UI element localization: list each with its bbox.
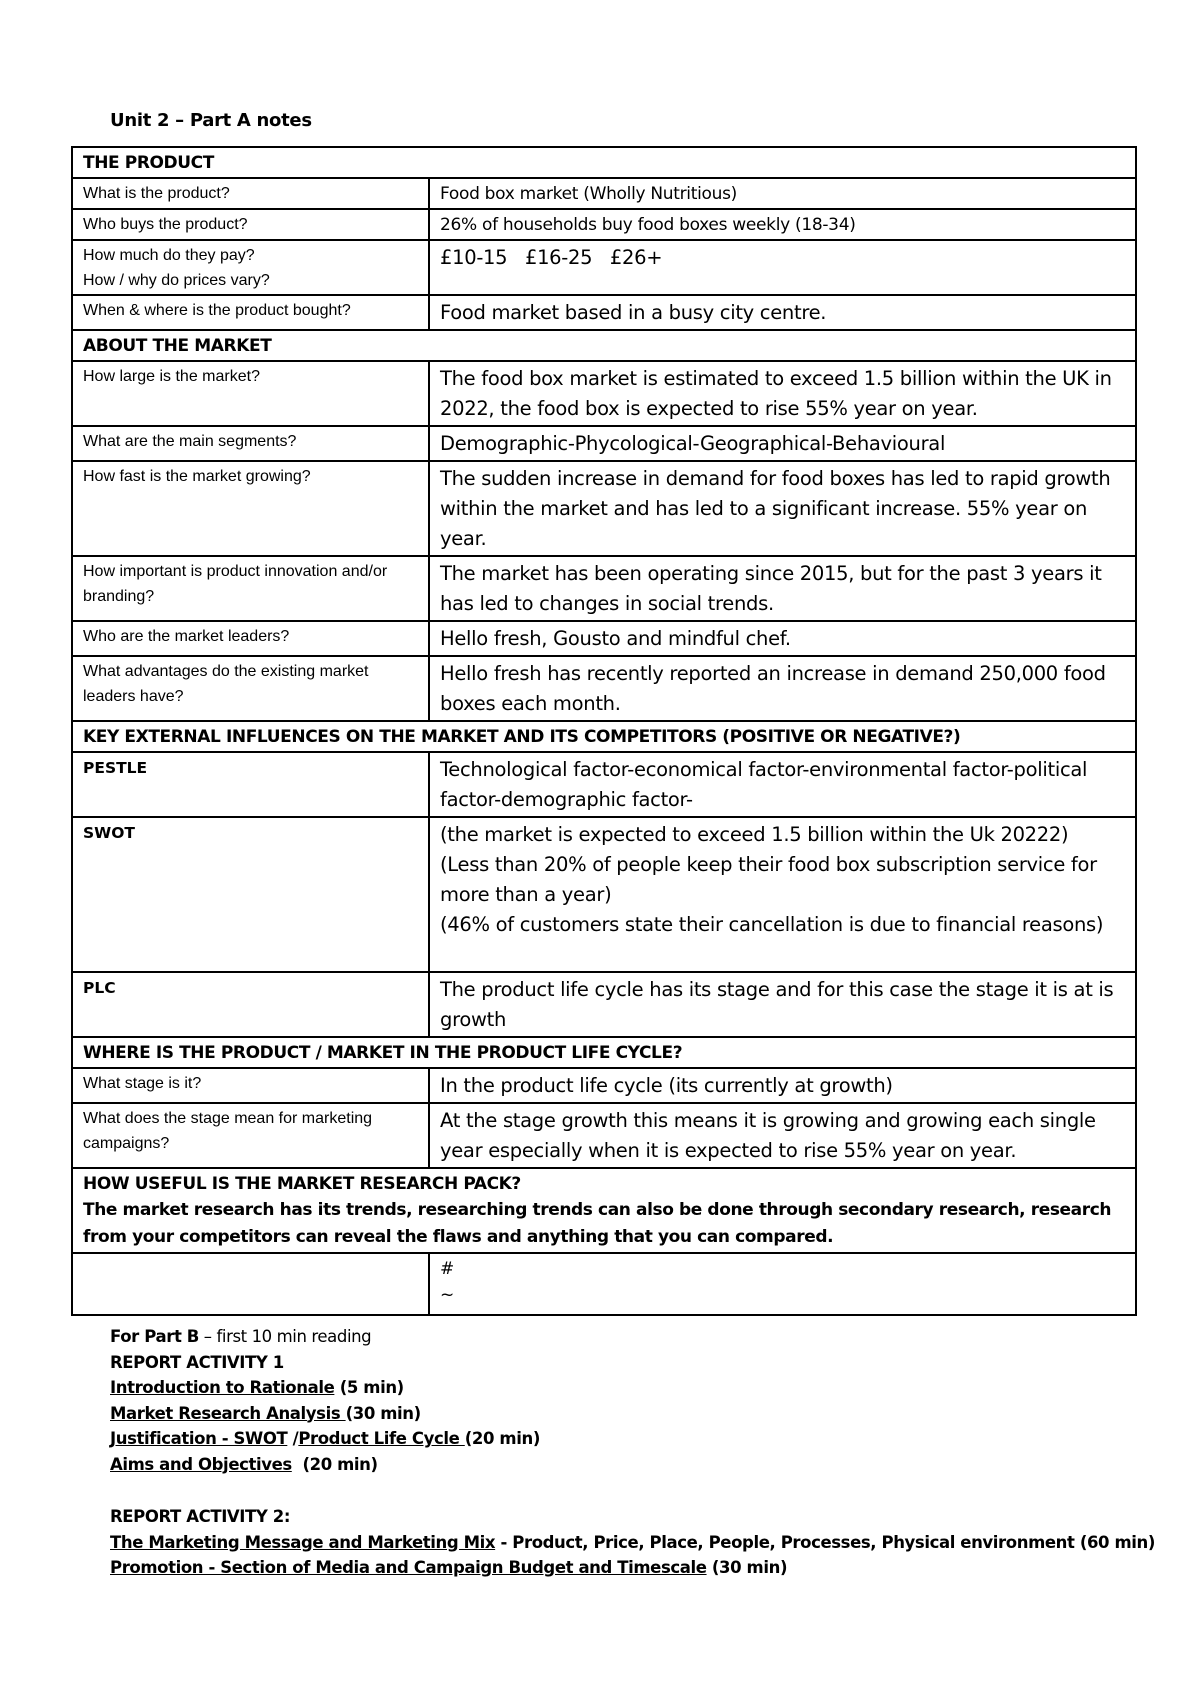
question-cell: What stage is it? (72, 1068, 429, 1103)
swot-point: (46% of customers state their cancellation is due to financial reasons) (440, 913, 1104, 936)
section-heading-plc: WHERE IS THE PRODUCT / MARKET IN THE PRODUCT LIFE CYCLE? (72, 1037, 1136, 1068)
answer-cell: At the stage growth this means it is growing and growing each single year especially when it is expected to rise 55% year on year. (429, 1103, 1136, 1168)
table-row (72, 817, 1136, 972)
activity-item-separator: / (287, 1429, 299, 1448)
question-cell: Who buys the product? (72, 209, 429, 240)
activity-item-label: Justification - SWOT (110, 1429, 288, 1448)
activity-item-time: (30 min) (706, 1558, 788, 1577)
activity-item-label: Promotion - Section of Media and Campaign Budget and Timescale (110, 1558, 707, 1577)
table-row (72, 178, 1136, 209)
research-summary: The market research has its trends, researching trends can also be done through secondary research, research from your competitors can reveal the flaws and anything that you can compared. (83, 1200, 1112, 1247)
answer-cell: The food box market is estimated to exceed 1.5 billion within the UK in 2022, the food box is expected to rise 55% year on year. (429, 361, 1136, 426)
question-cell: Who are the market leaders? (72, 621, 429, 656)
activity-item-detail: - Product, Price, Place, People, Processes, Physical environment (60 min) (495, 1532, 1156, 1552)
question-cell: How fast is the market growing? (72, 461, 429, 556)
activity-item-label: Introduction to Rationale (110, 1378, 335, 1397)
activity-1-item (110, 1426, 1155, 1452)
activity-item-label: The Marketing Message and Marketing Mix (110, 1532, 496, 1552)
answer-cell (429, 817, 1136, 972)
activity-item-time: (30 min) (345, 1403, 421, 1423)
activity-item-label: Market Research Analysis (110, 1403, 346, 1423)
swot-point: (Less than 20% of people keep their food box subscription service for more than a year) (440, 853, 1097, 906)
swot-point: (the market is expected to exceed 1.5 billion within the Uk 20222) (440, 823, 1069, 846)
table-row (72, 1068, 1136, 1103)
document-title: Unit 2 – Part A notes (110, 110, 312, 131)
answer-cell: £10-15 £16-25 £26+ (429, 240, 1136, 295)
plc-label: PLC (72, 972, 429, 1037)
table-row (72, 556, 1136, 621)
table-row (72, 656, 1136, 721)
answer-cell: 26% of households buy food boxes weekly (18-34) (429, 209, 1136, 240)
activity-1-heading: REPORT ACTIVITY 1 (110, 1352, 284, 1372)
answer-cell: The product life cycle has its stage and for this case the stage it is at is growth (429, 972, 1136, 1037)
activity-2-item (110, 1555, 1155, 1581)
activity-1-item (110, 1401, 1155, 1427)
section-header-row (72, 1037, 1136, 1068)
answer-cell: Food market based in a busy city centre. (429, 295, 1136, 330)
activity-item-time: (20 min) (291, 1454, 378, 1474)
mark-hash: # (440, 1259, 454, 1279)
activity-2-item (110, 1530, 1155, 1556)
empty-cell (72, 1253, 429, 1315)
activity-item-time: (5 min) (334, 1378, 404, 1397)
section-research (72, 1168, 1136, 1253)
part-b-line (110, 1324, 1155, 1350)
question-cell: What is the product? (72, 178, 429, 209)
answer-cell (429, 1253, 1136, 1315)
table-row (72, 1253, 1136, 1315)
table-row (72, 426, 1136, 461)
question-line: How much do they pay? (83, 247, 255, 264)
part-b-reading: – first 10 min reading (198, 1327, 372, 1346)
table-row (72, 361, 1136, 426)
mark-tilde: ~ (440, 1285, 454, 1305)
table-row (72, 295, 1136, 330)
part-b-notes (110, 1324, 1155, 1581)
swot-label: SWOT (72, 817, 429, 972)
answer-cell: The sudden increase in demand for food boxes has led to rapid growth within the market and has led to a significant increase. 55% year on year. (429, 461, 1136, 556)
table-row (72, 621, 1136, 656)
pestle-label: PESTLE (72, 752, 429, 817)
answer-cell: Demographic-Phycological-Geographical-Behavioural (429, 426, 1136, 461)
section-heading-product: THE PRODUCT (72, 147, 1136, 178)
activity-2-heading: REPORT ACTIVITY 2: (110, 1507, 291, 1526)
section-header-row (72, 330, 1136, 361)
section-header-row (72, 721, 1136, 752)
answer-cell: In the product life cycle (its currently at growth) (429, 1068, 1136, 1103)
answer-cell: Food box market (Wholly Nutritious) (429, 178, 1136, 209)
question-cell: What does the stage mean for marketing campaigns? (72, 1103, 429, 1168)
part-b-label: For Part B (110, 1327, 199, 1346)
question-cell: How important is product innovation and/or branding? (72, 556, 429, 621)
question-cell: What advantages do the existing market leaders have? (72, 656, 429, 721)
section-header-row (72, 1168, 1136, 1253)
question-cell: What are the main segments? (72, 426, 429, 461)
question-cell: When & where is the product bought? (72, 295, 429, 330)
table-row (72, 752, 1136, 817)
answer-cell: Hello fresh has recently reported an increase in demand 250,000 food boxes each month. (429, 656, 1136, 721)
table-row (72, 972, 1136, 1037)
activity-item-time: (20 min) (464, 1429, 540, 1448)
question-cell: How large is the market? (72, 361, 429, 426)
section-header-row (72, 147, 1136, 178)
activity-1-item (110, 1375, 1155, 1401)
notes-table (71, 146, 1137, 1316)
question-line: How / why do prices vary? (83, 272, 270, 289)
question-cell (72, 240, 429, 295)
activity-item-label: Aims and Objectives (110, 1454, 292, 1474)
section-heading-market: ABOUT THE MARKET (72, 330, 1136, 361)
section-heading-research: HOW USEFUL IS THE MARKET RESEARCH PACK? (83, 1174, 521, 1194)
activity-1-item (110, 1452, 1155, 1478)
table-row (72, 461, 1136, 556)
activity-item-label: Product Life Cycle (298, 1429, 465, 1448)
table-row (72, 209, 1136, 240)
answer-cell: Technological factor-economical factor-environmental factor-political factor-demographic factor- (429, 752, 1136, 817)
table-row (72, 240, 1136, 295)
answer-cell: Hello fresh, Gousto and mindful chef. (429, 621, 1136, 656)
section-heading-external: KEY EXTERNAL INFLUENCES ON THE MARKET AND ITS COMPETITORS (POSITIVE OR NEGATIVE?) (72, 721, 1136, 752)
answer-cell: The market has been operating since 2015, but for the past 3 years it has led to changes in social trends. (429, 556, 1136, 621)
table-row (72, 1103, 1136, 1168)
